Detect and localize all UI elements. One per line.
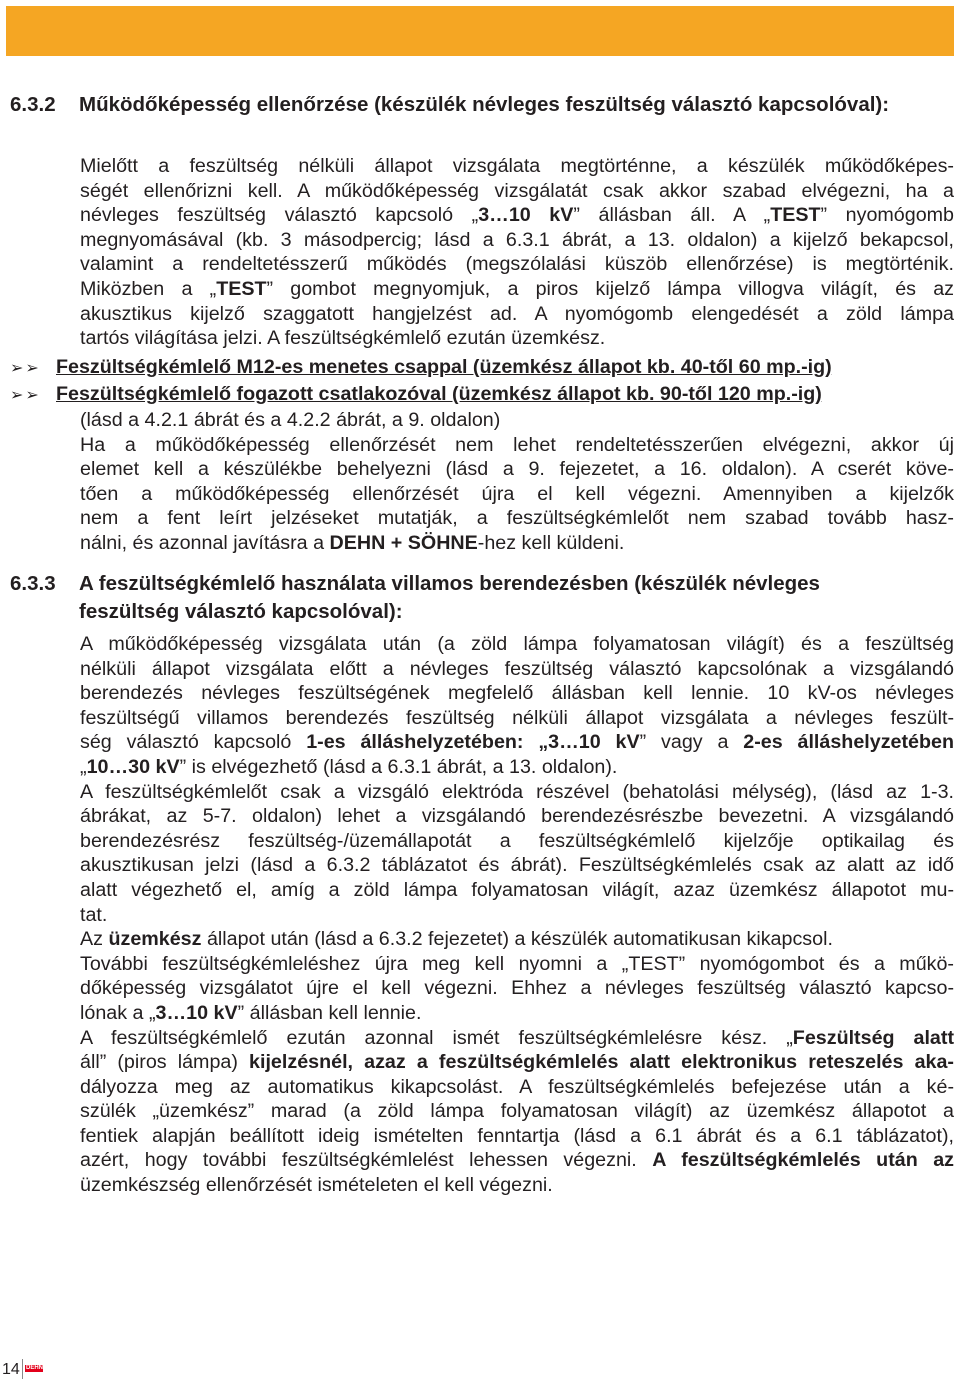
- text-segment: lónak a „: [80, 1001, 156, 1024]
- text-segment: üzemkészség ellenőrzését ismételeten el kell végezni.: [80, 1174, 553, 1197]
- text-line: alatt végezhető el, amíg a zöld lámpa folyamatosan világít, azaz üzemkész állapotot mu-: [80, 878, 954, 901]
- text-line: nem a fent leírt jelzéseket mutatják, a feszültségkémlelőt nem szabad tovább hasz-: [80, 507, 954, 530]
- text-line: tartós világítása jelzi. A feszültségkémlelő ezután üzemkész.: [80, 327, 606, 350]
- text-segment: azért, hogy további feszültségkémlelést lehessen végezni.: [80, 1149, 653, 1172]
- header-color-bar: [6, 6, 954, 56]
- section-6-3-3-body: [80, 632, 954, 1198]
- text-line: valamint a rendeltetésszerű működés (megszólalási küszöb ellenőrzése) is megtörténik.: [80, 253, 954, 276]
- text-segment: Az: [80, 928, 109, 951]
- text-segment: -hez kell küldeni.: [477, 531, 625, 554]
- bullet-item-toothed: [10, 382, 822, 408]
- text-line: tat.: [80, 903, 108, 926]
- section-heading-6-3-3: [10, 571, 820, 596]
- bold-text: 3…10 kV: [478, 204, 574, 227]
- text-segment: névleges feszültség választó kapcsoló „: [80, 204, 479, 227]
- text-line: nélküli állapot vizsgálata előtt a névleges feszültség választó kapcsolónak a vizsgálandó: [80, 657, 954, 680]
- bullet-text: Feszültségkémlelő fogazott csatlakozóval (üzemkész állapot kb. 90-től 120 mp.-ig): [56, 383, 822, 405]
- text-segment: ség választó kapcsoló: [80, 731, 307, 754]
- section-6-3-2-continued: [80, 408, 954, 556]
- text-line: fentiek alapján beállított ideig ismételten fenntartja (lásd a 6.1 ábrát és a 6.1 táblázatot),: [80, 1124, 954, 1147]
- bold-text: TEST: [770, 204, 821, 227]
- paragraph-battery-replace: [80, 408, 954, 556]
- text-line: akusztikus kijelző szaggatott hangjelzést ad. A nyomógomb elengedését a zöld lámpa: [80, 302, 954, 325]
- text-segment: áll” (piros lámpa): [80, 1051, 238, 1074]
- text-line: tően a működőképesség ellenőrzését újra el kell végezni. Amennyiben a kijelzők: [80, 482, 954, 505]
- text-line: [80, 203, 954, 228]
- text-line: [80, 1001, 954, 1026]
- text-line: ségét ellenőrizni kell. A működőképesség vizsgálatát csak akkor szabad elvégezni, ha a: [80, 179, 954, 202]
- bold-text: TEST: [216, 277, 267, 300]
- section-number: 6.3.3: [10, 572, 56, 595]
- text-line: A működőképesség vizsgálata után (a zöld lámpa folyamatosan világít) és a feszültség: [80, 633, 954, 655]
- bold-text: A feszültségkémlelés után az: [652, 1149, 954, 1172]
- text-line: Mielőtt a feszültség nélküli állapot vizsgálata megtörténne, a készülék működőképes-: [80, 155, 954, 177]
- bold-text: kijelzésnél, azaz a feszültségkémlelés alatt elektronikus reteszelés aka-: [237, 1051, 954, 1074]
- text-line: elemet kell a készülékbe behelyezni (lásd a 9. fejezetet, a 16. oldalon). A cserét köve-: [80, 458, 954, 481]
- section-title: Működőképesség ellenőrzése (készülék névleges feszültség választó kapcsolóval):: [79, 93, 890, 116]
- page-number: 14: [2, 1361, 20, 1378]
- text-line: feszültségű villamos berendezés feszültség nélküli állapot vizsgálata a névleges feszült-: [80, 706, 954, 729]
- text-line: berendezés névleges feszültségének megfelelő állásban kell lennie. 10 kV-os névleges: [80, 682, 954, 705]
- text-line: [80, 1026, 954, 1051]
- paragraph-usage: [80, 632, 954, 1198]
- text-line: [80, 1050, 954, 1075]
- text-line: megnyomásával (kb. 3 másodpercig; lásd a 6.3.1 ábrát, a 13. oldalon) a kijelző bekapcsol,: [80, 228, 954, 251]
- text-line: (lásd a 4.2.1 ábrát és a 4.2.2 ábrát, a 9. oldalon): [80, 409, 501, 431]
- bold-text: 10…30 kV: [86, 755, 180, 778]
- text-line: Ha a működőképesség ellenőrzését nem lehet rendeltetésszerűen elvégezni, akkor új: [80, 433, 954, 456]
- text-line: [80, 277, 954, 302]
- bold-text: üzemkész: [108, 928, 202, 951]
- section-title-line2: feszültség választó kapcsolóval):: [79, 600, 403, 623]
- text-segment: ” állásban kell lennie.: [237, 1001, 422, 1024]
- bold-text: Feszültség alatt: [792, 1026, 954, 1049]
- text-line: [80, 1148, 954, 1173]
- bold-text: 2-es álláshelyzetében: [743, 731, 954, 754]
- text-line: [80, 531, 954, 556]
- section-6-3-2-body: [80, 154, 954, 351]
- text-line: szülék „üzemkész” marad (a zöld lámpa folyamatosan világít) az üzemkész állapotot a: [80, 1100, 954, 1123]
- text-line: [80, 755, 954, 780]
- text-segment: „: [80, 755, 87, 778]
- text-segment: ” nyomógomb: [820, 204, 954, 227]
- bold-text: DEHN + SÖHNE: [329, 531, 478, 554]
- text-line: [80, 927, 954, 952]
- section-heading-6-3-2: [10, 92, 889, 117]
- text-line: berendezésrész feszültség-/üzemállapotát a feszültségkémlelő kijelzője optikailag és: [80, 829, 954, 852]
- text-segment: Miközben a „: [80, 277, 217, 300]
- paragraph-functional-check: [80, 154, 954, 351]
- text-segment: nálni, és azonnal javításra a: [80, 531, 330, 554]
- text-line: akusztikusan jelzi (lásd a 6.3.2 táblázatot és ábrát). Feszültségkémlelés csak az alatt az idő: [80, 854, 954, 877]
- double-arrow-bullet-icon: ➢➢: [10, 387, 41, 404]
- text-segment: ” vagy a: [639, 731, 744, 754]
- text-segment: ” állásban áll. A „: [573, 204, 771, 227]
- bullet-text: Feszültségkémlelő M12-es menetes csappal (üzemkész állapot kb. 40-től 60 mp.-ig): [56, 356, 832, 378]
- text-segment: ” is elvégezhető (lásd a 6.3.1 ábrát, a 13. oldalon).: [179, 755, 618, 778]
- text-segment: ” gombot megnyomjuk, a piros kijelző lámpa villogva világít, és az: [266, 277, 954, 300]
- section-number: 6.3.2: [10, 93, 56, 116]
- text-line: dályozza meg az automatikus kikapcsolást. A feszültségkémlelés befejezése után a ké-: [80, 1075, 954, 1098]
- text-line: dőképesség vizsgálatot újre el kell végezni. Ehhez a névleges feszültség választó kapcso-: [80, 977, 954, 1000]
- bullet-item-m12: [10, 355, 832, 381]
- text-line: A feszültségkémlelőt csak a vizsgáló elektróda részével (behatolási mélység), (lásd az 1-3.: [80, 780, 954, 803]
- text-line: ábrákat, az 5-7. oldalon) lehet a vizsgálandó berendezésrészbe bevezetni. A vizsgálandó: [80, 805, 954, 828]
- text-line: További feszültségkémleléshez újra meg kell nyomni a „TEST” nyomógombot és a műkö-: [80, 952, 954, 975]
- bold-text: 3…10 kV: [155, 1001, 238, 1024]
- text-segment: állapot után (lásd a 6.3.2 fejezetet) a készülék automatikusan kikapcsol.: [201, 928, 833, 951]
- section-title-line1: A feszültségkémlelő használata villamos berendezésben (készülék névleges: [79, 572, 820, 595]
- text-line: [80, 1173, 954, 1198]
- text-line: [80, 730, 954, 755]
- text-segment: A feszültségkémlelő ezután azonnal ismét feszültségkémlelésre kész. „: [80, 1026, 793, 1049]
- bold-text: 1-es álláshelyzetében: „3…10 kV: [306, 731, 640, 754]
- double-arrow-bullet-icon: ➢➢: [10, 360, 41, 377]
- dehn-logo: DEHN: [22, 1359, 47, 1379]
